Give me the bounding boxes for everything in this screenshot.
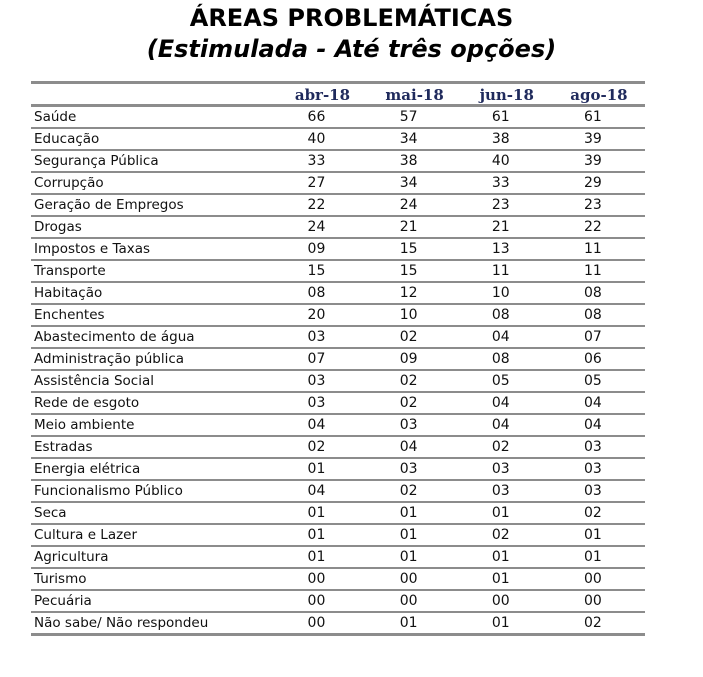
value-cell: 12 — [369, 282, 461, 304]
value-cell: 08 — [553, 304, 645, 326]
table-row — [31, 128, 645, 150]
header-label-cell — [31, 83, 276, 106]
value-cell: 02 — [276, 436, 368, 458]
value-cell: 00 — [553, 568, 645, 590]
value-cell: 23 — [553, 194, 645, 216]
value-cell: 03 — [461, 480, 553, 502]
row-label: Pecuária — [31, 590, 276, 612]
value-cell: 66 — [276, 106, 368, 129]
value-cell: 03 — [553, 480, 645, 502]
value-cell: 22 — [553, 216, 645, 238]
value-cell: 21 — [461, 216, 553, 238]
value-cell: 01 — [369, 546, 461, 568]
value-cell: 09 — [369, 348, 461, 370]
value-cell: 07 — [553, 326, 645, 348]
row-label: Educação — [31, 128, 276, 150]
table-row — [31, 568, 645, 590]
column-header: abr-18 — [276, 83, 368, 106]
value-cell: 01 — [461, 502, 553, 524]
row-label: Cultura e Lazer — [31, 524, 276, 546]
table-row — [31, 326, 645, 348]
value-cell: 02 — [369, 392, 461, 414]
value-cell: 06 — [553, 348, 645, 370]
value-cell: 02 — [369, 480, 461, 502]
value-cell: 00 — [276, 568, 368, 590]
data-table — [31, 81, 645, 636]
value-cell: 01 — [276, 458, 368, 480]
value-cell: 03 — [553, 458, 645, 480]
value-cell: 02 — [461, 524, 553, 546]
row-label: Transporte — [31, 260, 276, 282]
value-cell: 11 — [553, 260, 645, 282]
column-header: mai-18 — [369, 83, 461, 106]
table-row — [31, 480, 645, 502]
table-row — [31, 546, 645, 568]
value-cell: 01 — [553, 546, 645, 568]
value-cell: 15 — [276, 260, 368, 282]
value-cell: 10 — [461, 282, 553, 304]
row-label: Seca — [31, 502, 276, 524]
table-row — [31, 106, 645, 129]
value-cell: 01 — [461, 612, 553, 635]
table-row — [31, 612, 645, 635]
value-cell: 15 — [369, 260, 461, 282]
value-cell: 23 — [461, 194, 553, 216]
value-cell: 01 — [553, 524, 645, 546]
value-cell: 02 — [369, 370, 461, 392]
table-row — [31, 194, 645, 216]
value-cell: 27 — [276, 172, 368, 194]
value-cell: 40 — [461, 150, 553, 172]
value-cell: 01 — [461, 568, 553, 590]
chart-title: ÁREAS PROBLEMÁTICAS — [189, 4, 514, 32]
value-cell: 00 — [369, 568, 461, 590]
row-label: Agricultura — [31, 546, 276, 568]
row-label: Assistência Social — [31, 370, 276, 392]
value-cell: 11 — [461, 260, 553, 282]
value-cell: 01 — [276, 546, 368, 568]
value-cell: 00 — [553, 590, 645, 612]
row-label: Corrupção — [31, 172, 276, 194]
row-label: Impostos e Taxas — [31, 238, 276, 260]
row-label: Meio ambiente — [31, 414, 276, 436]
value-cell: 11 — [553, 238, 645, 260]
row-label: Abastecimento de água — [31, 326, 276, 348]
row-label: Geração de Empregos — [31, 194, 276, 216]
row-label: Drogas — [31, 216, 276, 238]
row-label: Estradas — [31, 436, 276, 458]
table-row — [31, 260, 645, 282]
value-cell: 61 — [461, 106, 553, 129]
value-cell: 34 — [369, 172, 461, 194]
table-row — [31, 282, 645, 304]
value-cell: 08 — [461, 304, 553, 326]
value-cell: 02 — [553, 612, 645, 635]
table-row — [31, 238, 645, 260]
value-cell: 02 — [461, 436, 553, 458]
table-row — [31, 304, 645, 326]
table-row — [31, 458, 645, 480]
value-cell: 24 — [276, 216, 368, 238]
value-cell: 00 — [369, 590, 461, 612]
value-cell: 00 — [276, 590, 368, 612]
row-label: Não sabe/ Não respondeu — [31, 612, 276, 635]
value-cell: 34 — [369, 128, 461, 150]
value-cell: 20 — [276, 304, 368, 326]
value-cell: 22 — [276, 194, 368, 216]
table-row — [31, 392, 645, 414]
value-cell: 03 — [369, 414, 461, 436]
row-label: Segurança Pública — [31, 150, 276, 172]
value-cell: 02 — [369, 326, 461, 348]
table-row — [31, 216, 645, 238]
value-cell: 07 — [276, 348, 368, 370]
table-body — [31, 106, 645, 635]
header-row — [31, 83, 645, 106]
table-row — [31, 414, 645, 436]
value-cell: 03 — [276, 370, 368, 392]
value-cell: 05 — [553, 370, 645, 392]
value-cell: 04 — [553, 414, 645, 436]
value-cell: 61 — [553, 106, 645, 129]
value-cell: 04 — [461, 414, 553, 436]
row-label: Enchentes — [31, 304, 276, 326]
value-cell: 03 — [276, 392, 368, 414]
value-cell: 57 — [369, 106, 461, 129]
row-label: Energia elétrica — [31, 458, 276, 480]
table-row — [31, 524, 645, 546]
value-cell: 13 — [461, 238, 553, 260]
value-cell: 00 — [276, 612, 368, 635]
value-cell: 01 — [369, 502, 461, 524]
value-cell: 01 — [369, 612, 461, 635]
value-cell: 39 — [553, 128, 645, 150]
value-cell: 38 — [461, 128, 553, 150]
value-cell: 04 — [553, 392, 645, 414]
row-label: Administração pública — [31, 348, 276, 370]
table-row — [31, 348, 645, 370]
value-cell: 01 — [276, 524, 368, 546]
row-label: Turismo — [31, 568, 276, 590]
value-cell: 02 — [553, 502, 645, 524]
value-cell: 05 — [461, 370, 553, 392]
table-row — [31, 590, 645, 612]
value-cell: 00 — [461, 590, 553, 612]
row-label: Rede de esgoto — [31, 392, 276, 414]
value-cell: 29 — [553, 172, 645, 194]
value-cell: 39 — [553, 150, 645, 172]
value-cell: 04 — [276, 480, 368, 502]
row-label: Saúde — [31, 106, 276, 129]
value-cell: 01 — [369, 524, 461, 546]
value-cell: 08 — [461, 348, 553, 370]
table-row — [31, 150, 645, 172]
value-cell: 03 — [553, 436, 645, 458]
table-row — [31, 502, 645, 524]
row-label: Habitação — [31, 282, 276, 304]
value-cell: 33 — [276, 150, 368, 172]
value-cell: 33 — [461, 172, 553, 194]
table-row — [31, 436, 645, 458]
value-cell: 01 — [276, 502, 368, 524]
value-cell: 21 — [369, 216, 461, 238]
column-header: jun-18 — [461, 83, 553, 106]
value-cell: 09 — [276, 238, 368, 260]
value-cell: 04 — [461, 326, 553, 348]
value-cell: 03 — [461, 458, 553, 480]
value-cell: 10 — [369, 304, 461, 326]
value-cell: 15 — [369, 238, 461, 260]
value-cell: 08 — [276, 282, 368, 304]
value-cell: 08 — [553, 282, 645, 304]
value-cell: 04 — [461, 392, 553, 414]
value-cell: 04 — [276, 414, 368, 436]
table-row — [31, 172, 645, 194]
value-cell: 04 — [369, 436, 461, 458]
value-cell: 24 — [369, 194, 461, 216]
table-row — [31, 370, 645, 392]
value-cell: 03 — [369, 458, 461, 480]
chart-subtitle: (Estimulada - Até três opções) — [146, 35, 557, 63]
row-label: Funcionalismo Público — [31, 480, 276, 502]
value-cell: 01 — [461, 546, 553, 568]
value-cell: 03 — [276, 326, 368, 348]
value-cell: 38 — [369, 150, 461, 172]
column-header: ago-18 — [553, 83, 645, 106]
value-cell: 40 — [276, 128, 368, 150]
